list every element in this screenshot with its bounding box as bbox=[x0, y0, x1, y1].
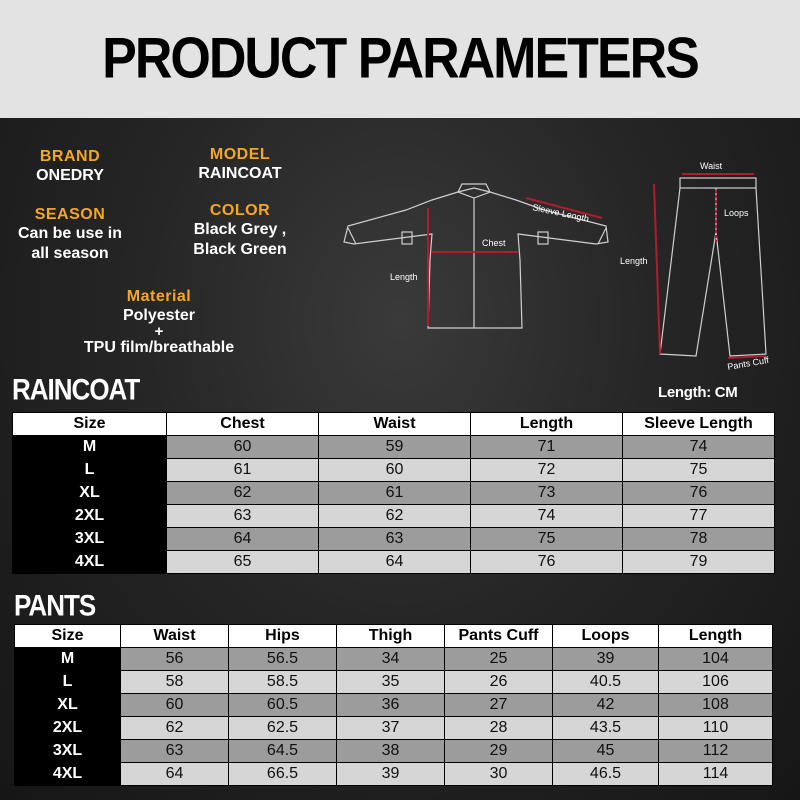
raincoat-title: RAINCOAT bbox=[12, 372, 140, 407]
pants-table-row bbox=[15, 763, 773, 786]
pants-value-cell: 66.5 bbox=[229, 763, 337, 786]
pants-size-cell: XL bbox=[15, 694, 121, 717]
raincoat-size-cell: M bbox=[13, 436, 167, 459]
model-block bbox=[180, 146, 300, 184]
brand-block bbox=[14, 148, 126, 186]
raincoat-value-cell: 62 bbox=[319, 505, 471, 528]
pants-cuff-label: Pants Cuff bbox=[726, 354, 770, 372]
pants-table-row bbox=[15, 648, 773, 671]
pants-size-cell: L bbox=[15, 671, 121, 694]
pants-value-cell: 46.5 bbox=[553, 763, 659, 786]
pants-value-cell: 34 bbox=[337, 648, 445, 671]
pants-value-cell: 29 bbox=[445, 740, 553, 763]
raincoat-size-cell: 4XL bbox=[13, 551, 167, 574]
pants-value-cell: 58 bbox=[121, 671, 229, 694]
pants-value-cell: 104 bbox=[659, 648, 773, 671]
raincoat-col-header: Size bbox=[13, 413, 167, 436]
pants-value-cell: 108 bbox=[659, 694, 773, 717]
pants-value-cell: 35 bbox=[337, 671, 445, 694]
raincoat-value-cell: 61 bbox=[167, 459, 319, 482]
pants-title: PANTS bbox=[14, 588, 96, 623]
pants-value-cell: 56.5 bbox=[229, 648, 337, 671]
pants-length-line bbox=[654, 184, 660, 354]
season-value-line2: all season bbox=[31, 245, 109, 262]
pants-col-header: Waist bbox=[121, 625, 229, 648]
color-label: COLOR bbox=[209, 202, 271, 219]
pants-loops-label: Loops bbox=[724, 208, 749, 218]
raincoat-value-cell: 78 bbox=[623, 528, 775, 551]
raincoat-table-row bbox=[13, 505, 775, 528]
raincoat-table-row bbox=[13, 459, 775, 482]
pants-table-row bbox=[15, 717, 773, 740]
raincoat-size-cell: 2XL bbox=[13, 505, 167, 528]
pants-col-header: Pants Cuff bbox=[445, 625, 553, 648]
pants-value-cell: 112 bbox=[659, 740, 773, 763]
season-label: SEASON bbox=[34, 206, 106, 223]
pants-table-row bbox=[15, 740, 773, 763]
pants-value-cell: 37 bbox=[337, 717, 445, 740]
raincoat-value-cell: 60 bbox=[167, 436, 319, 459]
pants-value-cell: 62.5 bbox=[229, 717, 337, 740]
pants-value-cell: 60.5 bbox=[229, 694, 337, 717]
material-block bbox=[66, 288, 252, 358]
raincoat-size-cell: 3XL bbox=[13, 528, 167, 551]
model-value: RAINCOAT bbox=[198, 165, 282, 182]
raincoat-table-row bbox=[13, 436, 775, 459]
material-value-line2: TPU film/breathable bbox=[83, 339, 235, 356]
brand-label: BRAND bbox=[39, 148, 101, 165]
color-block bbox=[176, 202, 304, 260]
jacket-diagram bbox=[340, 180, 616, 340]
raincoat-value-cell: 75 bbox=[623, 459, 775, 482]
raincoat-table-row bbox=[13, 551, 775, 574]
pants-value-cell: 39 bbox=[553, 648, 659, 671]
raincoat-col-header: Sleeve Length bbox=[623, 413, 775, 436]
raincoat-value-cell: 74 bbox=[623, 436, 775, 459]
pants-col-header: Hips bbox=[229, 625, 337, 648]
brand-value: ONEDRY bbox=[36, 167, 104, 184]
raincoat-value-cell: 73 bbox=[471, 482, 623, 505]
season-block bbox=[6, 206, 134, 264]
color-value-line2: Black Green bbox=[193, 241, 287, 258]
raincoat-col-header: Chest bbox=[167, 413, 319, 436]
raincoat-value-cell: 76 bbox=[623, 482, 775, 505]
raincoat-size-cell: XL bbox=[13, 482, 167, 505]
pants-size-cell: 3XL bbox=[15, 740, 121, 763]
pants-value-cell: 27 bbox=[445, 694, 553, 717]
raincoat-value-cell: 64 bbox=[319, 551, 471, 574]
pants-value-cell: 114 bbox=[659, 763, 773, 786]
raincoat-value-cell: 75 bbox=[471, 528, 623, 551]
raincoat-value-cell: 71 bbox=[471, 436, 623, 459]
pants-value-cell: 60 bbox=[121, 694, 229, 717]
pants-table-row bbox=[15, 671, 773, 694]
pants-value-cell: 40.5 bbox=[553, 671, 659, 694]
raincoat-value-cell: 61 bbox=[319, 482, 471, 505]
pants-value-cell: 56 bbox=[121, 648, 229, 671]
pants-size-cell: 2XL bbox=[15, 717, 121, 740]
pants-size-cell: 4XL bbox=[15, 763, 121, 786]
raincoat-value-cell: 65 bbox=[167, 551, 319, 574]
raincoat-value-cell: 74 bbox=[471, 505, 623, 528]
pants-length-label: Length bbox=[620, 256, 648, 266]
pants-col-header: Loops bbox=[553, 625, 659, 648]
material-plus: + bbox=[154, 323, 164, 340]
material-value-line1: Polyester bbox=[122, 307, 196, 324]
pants-table-row bbox=[15, 694, 773, 717]
header-banner bbox=[0, 0, 800, 118]
page-title: PRODUCT PARAMETERS bbox=[102, 27, 698, 91]
pants-value-cell: 64.5 bbox=[229, 740, 337, 763]
pants-value-cell: 30 bbox=[445, 763, 553, 786]
raincoat-value-cell: 59 bbox=[319, 436, 471, 459]
pants-value-cell: 28 bbox=[445, 717, 553, 740]
raincoat-col-header: Waist bbox=[319, 413, 471, 436]
raincoat-value-cell: 77 bbox=[623, 505, 775, 528]
raincoat-value-cell: 63 bbox=[167, 505, 319, 528]
pants-value-cell: 62 bbox=[121, 717, 229, 740]
pants-value-cell: 38 bbox=[337, 740, 445, 763]
raincoat-col-header: Length bbox=[471, 413, 623, 436]
raincoat-value-cell: 79 bbox=[623, 551, 775, 574]
raincoat-table-row bbox=[13, 482, 775, 505]
pants-diagram bbox=[618, 158, 788, 372]
raincoat-value-cell: 62 bbox=[167, 482, 319, 505]
jacket-sleeve-label: Sleeve Length bbox=[531, 202, 590, 224]
pants-value-cell: 26 bbox=[445, 671, 553, 694]
raincoat-table-row bbox=[13, 528, 775, 551]
pants-col-header: Length bbox=[659, 625, 773, 648]
pants-value-cell: 39 bbox=[337, 763, 445, 786]
raincoat-value-cell: 63 bbox=[319, 528, 471, 551]
pants-size-table bbox=[14, 624, 773, 786]
pants-waist-label: Waist bbox=[700, 161, 723, 171]
pants-size-cell: M bbox=[15, 648, 121, 671]
raincoat-value-cell: 72 bbox=[471, 459, 623, 482]
raincoat-value-cell: 60 bbox=[319, 459, 471, 482]
raincoat-value-cell: 76 bbox=[471, 551, 623, 574]
pants-value-cell: 106 bbox=[659, 671, 773, 694]
unit-note: Length: CM bbox=[658, 384, 738, 401]
pants-value-cell: 63 bbox=[121, 740, 229, 763]
model-label: MODEL bbox=[209, 146, 271, 163]
pants-value-cell: 58.5 bbox=[229, 671, 337, 694]
raincoat-value-cell: 64 bbox=[167, 528, 319, 551]
raincoat-size-cell: L bbox=[13, 459, 167, 482]
raincoat-header-row bbox=[13, 413, 775, 436]
pants-header-row bbox=[15, 625, 773, 648]
pants-col-header: Size bbox=[15, 625, 121, 648]
season-value-line1: Can be use in bbox=[17, 225, 123, 242]
pants-value-cell: 42 bbox=[553, 694, 659, 717]
raincoat-size-table bbox=[12, 412, 775, 574]
jacket-length-label: Length bbox=[390, 272, 418, 282]
pants-value-cell: 36 bbox=[337, 694, 445, 717]
pants-value-cell: 45 bbox=[553, 740, 659, 763]
color-value-line1: Black Grey , bbox=[193, 221, 287, 238]
pants-value-cell: 25 bbox=[445, 648, 553, 671]
pants-col-header: Thigh bbox=[337, 625, 445, 648]
pants-value-cell: 43.5 bbox=[553, 717, 659, 740]
pants-value-cell: 64 bbox=[121, 763, 229, 786]
pants-value-cell: 110 bbox=[659, 717, 773, 740]
jacket-chest-label: Chest bbox=[482, 238, 506, 248]
material-label: Material bbox=[126, 288, 192, 305]
